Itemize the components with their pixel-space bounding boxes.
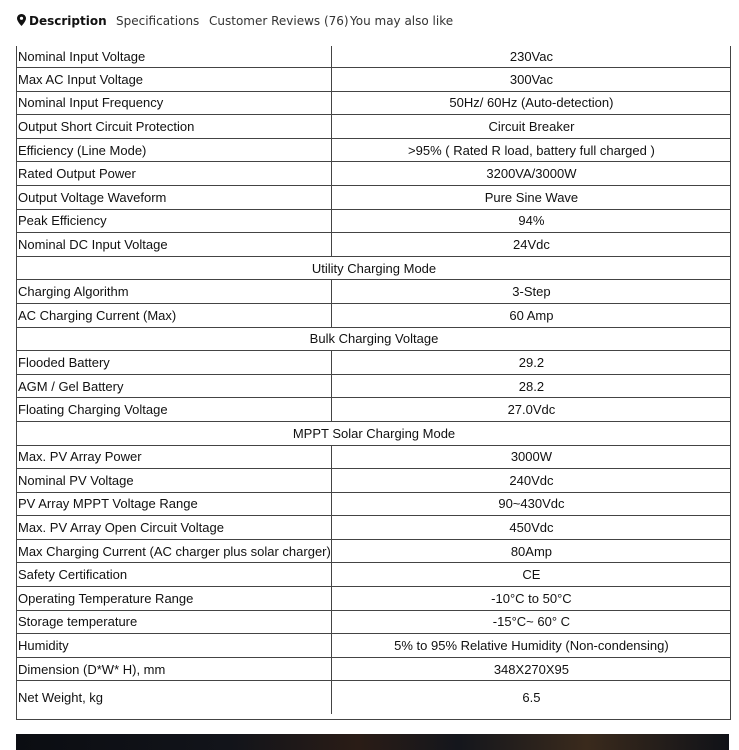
table-row: [17, 138, 730, 162]
spec-value: 300Vac: [331, 68, 730, 92]
spec-value: -15°C~ 60° C: [331, 610, 730, 634]
spec-key: Operating Temperature Range: [17, 587, 331, 611]
table-row: [17, 185, 730, 209]
spec-key: Peak Efficiency: [17, 209, 331, 233]
spec-key: AGM / Gel Battery: [17, 374, 331, 398]
spec-value: 3-Step: [331, 280, 730, 304]
tab-specifications-label: Specifications: [116, 14, 200, 28]
tab-description-label: Description: [29, 14, 107, 28]
tab-specifications[interactable]: [116, 14, 199, 28]
section-heading: Utility Charging Mode: [17, 256, 730, 280]
product-banner-image: [16, 734, 729, 750]
table-row: [17, 516, 730, 540]
spec-value: 240Vdc: [331, 469, 730, 493]
section-row: [17, 327, 730, 351]
spec-key: Max AC Input Voltage: [17, 68, 331, 92]
spec-value: 5% to 95% Relative Humidity (Non-condensing): [331, 634, 730, 658]
spec-key: Output Short Circuit Protection: [17, 115, 331, 139]
table-row: [17, 657, 730, 681]
table-row: [17, 563, 730, 587]
table-row: [17, 634, 730, 658]
tab-you-may-also-like-label: You may also like: [350, 14, 454, 28]
table-row: [17, 280, 730, 304]
spec-value: CE: [331, 563, 730, 587]
spec-value: 3200VA/3000W: [331, 162, 730, 186]
table-row: [17, 91, 730, 115]
spec-key: PV Array MPPT Voltage Range: [17, 492, 331, 516]
table-row: [17, 610, 730, 634]
spec-key: Max. PV Array Power: [17, 445, 331, 469]
spec-key: Storage temperature: [17, 610, 331, 634]
spec-value: 3000W: [331, 445, 730, 469]
table-row: [17, 115, 730, 139]
spec-key: Nominal PV Voltage: [17, 469, 331, 493]
table-row: [17, 303, 730, 327]
spec-key: Output Voltage Waveform: [17, 185, 331, 209]
table-row: [17, 374, 730, 398]
spec-key: AC Charging Current (Max): [17, 303, 331, 327]
spec-value: 6.5: [331, 681, 730, 715]
table-row: [17, 587, 730, 611]
table-row: [17, 445, 730, 469]
table-row: [17, 233, 730, 257]
spec-value: -10°C to 50°C: [331, 587, 730, 611]
section-row: [17, 256, 730, 280]
tab-description[interactable]: [17, 14, 107, 28]
spec-key: Nominal Input Voltage: [17, 46, 331, 68]
spec-value: 60 Amp: [331, 303, 730, 327]
spec-key: Safety Certification: [17, 563, 331, 587]
table-row: [17, 492, 730, 516]
table-row: [17, 46, 730, 68]
spec-key: Nominal Input Frequency: [17, 91, 331, 115]
spec-value: 348X270X95: [331, 657, 730, 681]
tab-you-may-also-like[interactable]: [350, 14, 453, 28]
product-tabs: [0, 0, 739, 44]
spec-key: Flooded Battery: [17, 351, 331, 375]
spec-value: Pure Sine Wave: [331, 185, 730, 209]
section-heading: Bulk Charging Voltage: [17, 327, 730, 351]
spec-value: 230Vac: [509, 49, 553, 64]
spec-key: Rated Output Power: [17, 162, 331, 186]
spec-value: 24Vdc: [331, 233, 730, 257]
tab-customer-reviews[interactable]: [209, 14, 349, 28]
table-row: [17, 681, 730, 715]
spec-value: 94%: [331, 209, 730, 233]
table-row: [17, 469, 730, 493]
spec-key: Max Charging Current (AC charger plus solar charger): [17, 539, 331, 563]
spec-value: 450Vdc: [331, 516, 730, 540]
section-row: [17, 421, 730, 445]
section-heading: MPPT Solar Charging Mode: [17, 421, 730, 445]
table-row: [17, 351, 730, 375]
spec-table-container: [16, 46, 731, 720]
spec-key: Max. PV Array Open Circuit Voltage: [17, 516, 331, 540]
spec-value: 90~430Vdc: [331, 492, 730, 516]
spec-value: Circuit Breaker: [331, 115, 730, 139]
spec-table: [17, 46, 730, 714]
spec-key: Efficiency (Line Mode): [17, 138, 331, 162]
spec-value: 50Hz/ 60Hz (Auto-detection): [331, 91, 730, 115]
spec-value: 80Amp: [331, 539, 730, 563]
spec-key: Nominal DC Input Voltage: [17, 233, 331, 257]
table-row: [17, 398, 730, 422]
table-row: [17, 539, 730, 563]
location-pin-icon: [17, 14, 26, 26]
spec-value: 28.2: [331, 374, 730, 398]
spec-key: Net Weight, kg: [17, 681, 331, 715]
spec-key: Floating Charging Voltage: [17, 398, 331, 422]
spec-table-body: [17, 46, 730, 714]
table-row: [17, 209, 730, 233]
table-row: [17, 162, 730, 186]
spec-key: Dimension (D*W* H), mm: [17, 657, 331, 681]
spec-value: 29.2: [331, 351, 730, 375]
table-row: [17, 68, 730, 92]
spec-key: Charging Algorithm: [17, 280, 331, 304]
spec-value: 27.0Vdc: [331, 398, 730, 422]
tab-customer-reviews-label: Customer Reviews (76): [209, 14, 349, 28]
spec-key: Humidity: [17, 634, 331, 658]
spec-value: >95% ( Rated R load, battery full charged ): [331, 138, 730, 162]
